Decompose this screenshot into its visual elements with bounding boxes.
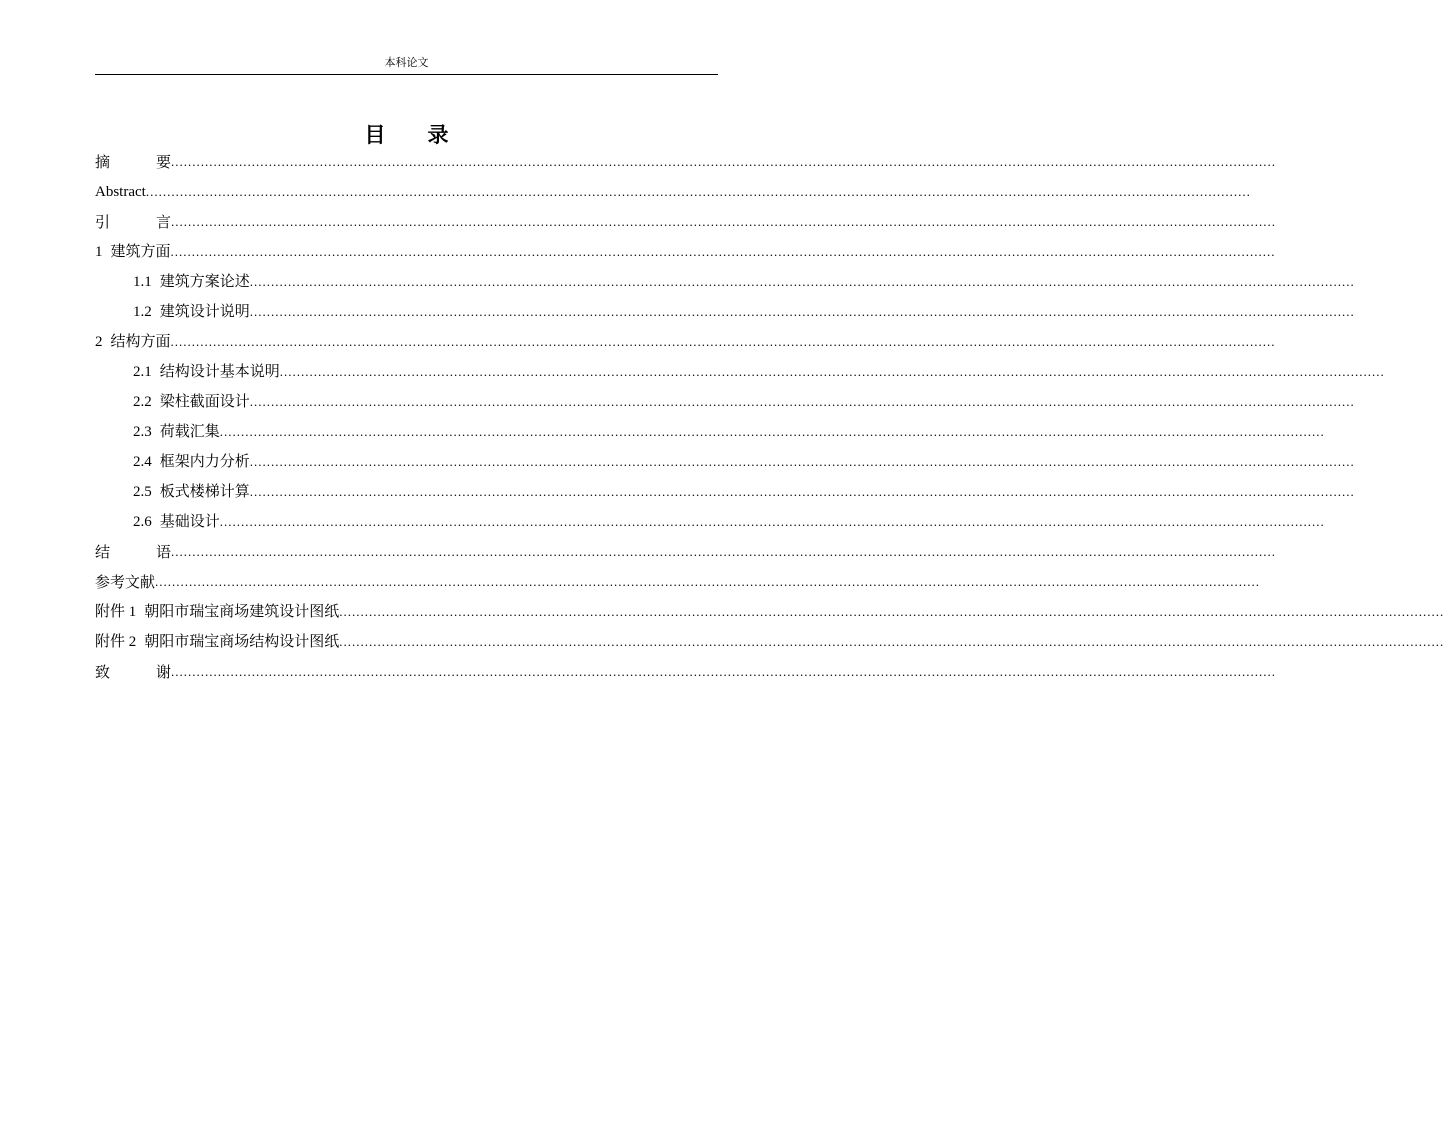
toc-entry[interactable] <box>95 477 1355 507</box>
toc-entry-prefix: 附件 1 <box>95 604 137 620</box>
toc-entry-number: 2.6 <box>133 514 152 530</box>
page-header-text: 本科论文 <box>384 56 429 69</box>
toc-dot-leader: .................................................................................................................................................................................................................................................................... <box>145 184 1251 199</box>
toc-entry-label <box>95 657 171 687</box>
toc-entry-number: 2.2 <box>133 394 152 410</box>
toc-dot-leader: .................................................................................................................................................................................................................................................................... <box>171 154 1276 169</box>
toc-dot-leader: .................................................................................................................................................................................................................................................................... <box>249 454 1355 469</box>
toc-dot-leader: .................................................................................................................................................................................................................................................................... <box>170 334 1276 349</box>
toc-dot-leader: .................................................................................................................................................................................................................................................................... <box>170 244 1276 259</box>
toc-title-left: 目 <box>364 122 386 147</box>
page-header <box>95 54 718 75</box>
toc-entry-text: 朝阳市瑞宝商场建筑设计图纸 <box>144 602 340 620</box>
toc-dot-leader: .................................................................................................................................................................................................................................................................... <box>171 544 1276 559</box>
toc-entry-label <box>95 326 171 357</box>
toc-dot-leader: .................................................................................................................................................................................................................................................................... <box>155 574 1261 589</box>
toc-entry-number: 1 <box>95 244 103 260</box>
toc-entry-text: 建筑方面 <box>110 242 171 260</box>
toc-entry-number: 2 <box>95 334 103 350</box>
toc-entry-label <box>133 386 250 417</box>
toc-entry-text: 荷载汇集 <box>159 422 220 440</box>
toc-dot-leader: .................................................................................................................................................................................................................................................................... <box>171 664 1276 679</box>
toc-entry-label <box>133 416 220 447</box>
toc-dot-leader: .................................................................................................................................................................................................................................................................... <box>219 514 1325 529</box>
toc-dot-leader: .................................................................................................................................................................................................................................................................... <box>219 424 1325 439</box>
toc-dot-leader: .................................................................................................................................................................................................................................................................... <box>171 214 1276 229</box>
toc-entry-label <box>95 567 155 597</box>
toc-title <box>95 121 718 149</box>
toc-entry-text: 朝阳市瑞宝商场结构设计图纸 <box>144 632 340 650</box>
toc-entry[interactable] <box>95 657 1276 687</box>
toc-entry-text: 结构方面 <box>110 332 171 350</box>
toc-entry-label <box>133 356 280 387</box>
toc-entry-text: 结构设计基本说明 <box>159 362 280 380</box>
toc-entry-label <box>95 176 146 207</box>
toc-entry[interactable] <box>95 627 1444 657</box>
toc-entry-number: 1.1 <box>133 274 152 290</box>
toc-entry-text: Abstract <box>95 184 146 200</box>
toc-entry-number: 2.5 <box>133 484 152 500</box>
toc-dot-leader: .................................................................................................................................................................................................................................................................... <box>249 394 1355 409</box>
toc-entry[interactable] <box>95 387 1355 417</box>
toc-entry[interactable] <box>95 327 1276 357</box>
toc-entry-text: 板式楼梯计算 <box>159 482 250 500</box>
toc-entry-text: 摘 要 <box>95 153 171 171</box>
toc-entry-number: 2.3 <box>133 424 152 440</box>
toc-entry-number: 1.2 <box>133 304 152 320</box>
toc-dot-leader: .................................................................................................................................................................................................................................................................... <box>249 484 1355 499</box>
toc-entry[interactable] <box>95 507 1325 537</box>
toc-entry[interactable] <box>95 177 1251 207</box>
toc-entry-text: 框架内力分析 <box>159 452 250 470</box>
toc-entry[interactable] <box>95 597 1444 627</box>
toc-entry[interactable] <box>95 147 1276 177</box>
toc-entry[interactable] <box>95 417 1325 447</box>
toc-entry-text: 建筑设计说明 <box>159 302 250 320</box>
toc-dot-leader: .................................................................................................................................................................................................................................................................... <box>249 274 1355 289</box>
toc-entry-label <box>95 207 171 237</box>
toc-entry-label <box>95 537 171 567</box>
toc-entry-text: 结 语 <box>95 543 171 561</box>
toc-dot-leader: .................................................................................................................................................................................................................................................................... <box>279 364 1385 379</box>
table-of-contents <box>95 147 1444 687</box>
toc-dot-leader: .................................................................................................................................................................................................................................................................... <box>339 634 1444 649</box>
toc-entry-text: 引 言 <box>95 213 171 231</box>
toc-entry-text: 参考文献 <box>95 573 156 591</box>
toc-entry-label <box>95 236 171 267</box>
toc-entry-text: 梁柱截面设计 <box>159 392 250 410</box>
toc-entry-prefix: 附件 2 <box>95 634 137 650</box>
toc-entry-label <box>133 476 250 507</box>
toc-entry-text: 建筑方案论述 <box>159 272 250 290</box>
toc-entry-label <box>95 626 339 657</box>
toc-entry[interactable] <box>95 537 1276 567</box>
toc-entry-number: 2.1 <box>133 364 152 380</box>
toc-entry-label <box>133 296 250 327</box>
toc-title-right: 录 <box>427 122 449 147</box>
toc-entry[interactable] <box>95 267 1355 297</box>
toc-entry[interactable] <box>95 237 1276 267</box>
toc-entry-text: 基础设计 <box>159 512 220 530</box>
toc-dot-leader: .................................................................................................................................................................................................................................................................... <box>339 604 1444 619</box>
toc-entry-label <box>133 506 220 537</box>
toc-entry[interactable] <box>95 567 1261 597</box>
toc-entry-label <box>95 147 171 177</box>
toc-entry[interactable] <box>95 447 1355 477</box>
toc-entry[interactable] <box>95 357 1385 387</box>
toc-entry-label <box>133 266 250 297</box>
toc-entry-number: 2.4 <box>133 454 152 470</box>
toc-dot-leader: .................................................................................................................................................................................................................................................................... <box>249 304 1355 319</box>
toc-entry[interactable] <box>95 207 1276 237</box>
toc-entry[interactable] <box>95 297 1355 327</box>
toc-entry-label <box>133 446 250 477</box>
toc-entry-text: 致 谢 <box>95 663 171 681</box>
toc-entry-label <box>95 596 339 627</box>
